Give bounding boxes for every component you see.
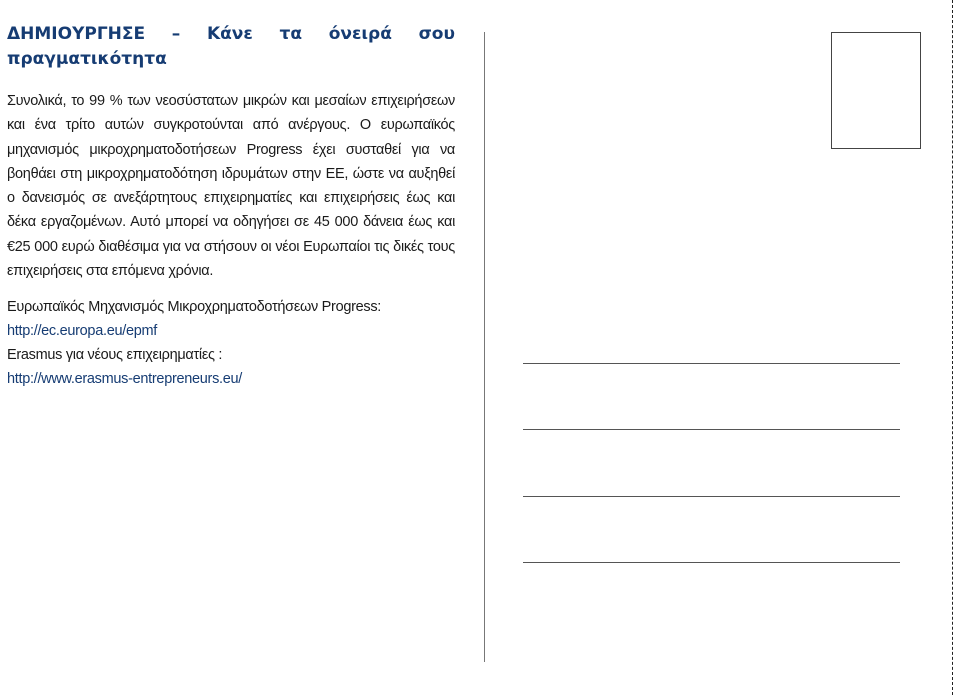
address-line-3 (523, 496, 900, 497)
cut-line (952, 0, 953, 695)
card-title (7, 22, 455, 72)
title-line-2: πραγματικότητα (7, 49, 167, 69)
message-column (7, 22, 455, 391)
progress-link[interactable]: http://ec.europa.eu/epmf (7, 323, 157, 340)
address-line-1 (523, 363, 900, 364)
address-line-4 (523, 562, 900, 563)
erasmus-label: Erasmus για νέους επιχειρηματίες : (7, 347, 223, 364)
title-dash: – (171, 24, 181, 44)
body-paragraph: Συνολικά, το 99 % των νεοσύστατων μικρών και μεσαίων επιχειρήσεων και ένα τρίτο αυτών συγκροτούνται από ανέργους. Ο ευρωπαϊκός μηχανισμός μικροχρηματοδοτήσεων Progress έχει συσταθεί για να βοηθάει στη μικροχρηματοδότηση ιδρυμάτων στην ΕΕ, ώστε να αυξηθεί ο δανεισμός σε ανεξάρτητους επιχειρηματίες και επιχειρήσεις έως και δέκα εργαζομένων. Αυτό μπορεί να οδηγήσει σε 45 000 δάνεια έως και €25 000 ευρώ διαθέσιμα για να στήσουν οι νέοι Ευρωπαίοι τις δικές τους επιχειρήσεις στα επόμενα χρόνια. (7, 93, 455, 280)
title-word-make: Κάνε (206, 24, 253, 44)
erasmus-link[interactable]: http://www.erasmus-entrepreneurs.eu/ (7, 371, 243, 388)
stamp-box (831, 32, 921, 149)
links-section (7, 295, 455, 391)
address-line-2 (523, 429, 900, 430)
title-word-dreams: όνειρά (328, 24, 392, 44)
title-word-the: τα (279, 24, 303, 44)
card-divider (484, 32, 485, 662)
progress-label: Ευρωπαϊκός Μηχανισμός Μικροχρηματοδοτήσεων Progress: (7, 299, 382, 316)
title-line-1 (7, 22, 455, 47)
title-word-create: ΔΗΜΙΟΥΡΓΗΣΕ (7, 24, 146, 44)
title-word-your: σου (418, 24, 455, 44)
